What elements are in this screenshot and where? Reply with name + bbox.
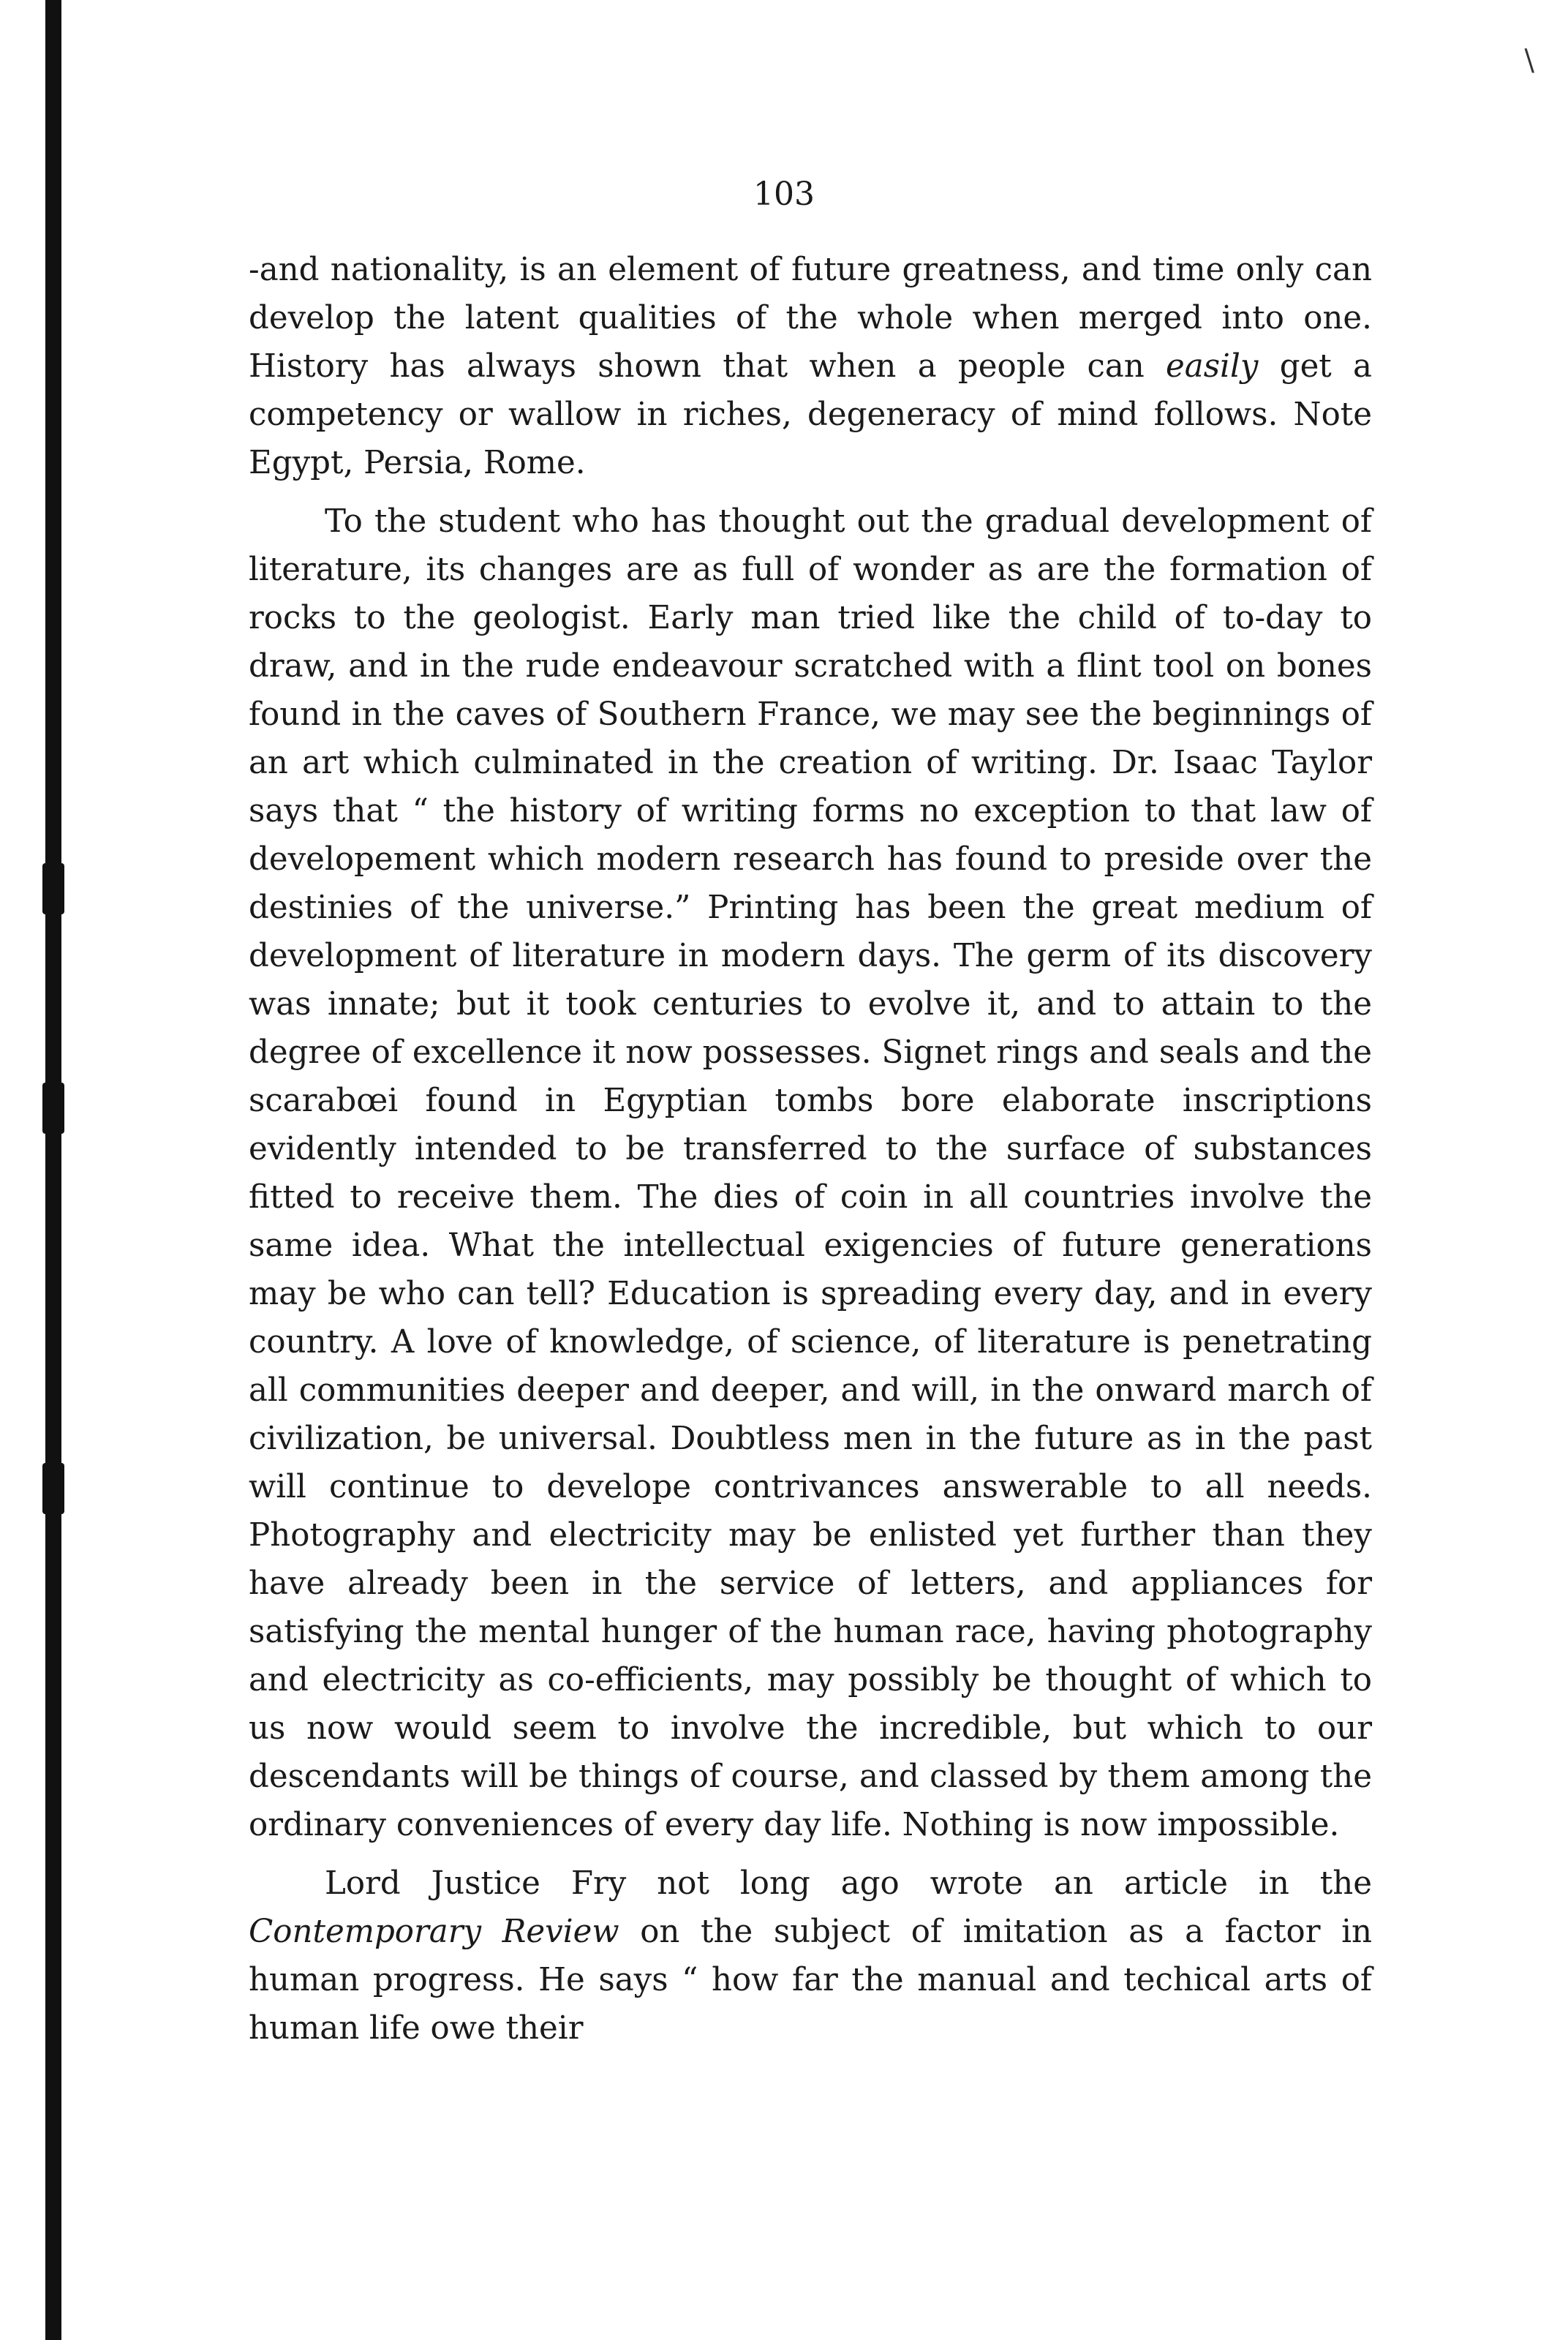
corner-mark: \ [1524, 44, 1534, 78]
text-segment: To the student who has thought out the gradual development of literature, its changes are as full of wonder as are the formation of rocks to the geologist. Early man tried like the child of to-day to draw, and in the rude endeavour scratched with a flint tool on bones found in the caves of Southern France, we may see the beginnings of an art which culminated in the creation of writing. Dr. Isaac Taylor says that “ the history of writing forms no exception to that law of developement which modern research has found to preside over the destinies of the universe.” Printing has been the great medium of development of literature in modern days. The germ of its discovery was innate; but it took centuries to evolve it, and to attain to the degree of excellence it now possesses. Signet rings and seals and the scarabœi found in Egyptian tombs bore elaborate inscriptions evidently intended to be transferred to the surface of substances fitted to receive them. The dies of coin in all countries involve the same idea. What the intellectual exigencies of future generations may be who can tell? Education is spreading every day, and in every country. A love of knowledge, of science, of literature is penetrating all communities deeper and deeper, and will, in the onward march of civilization, be universal. Doubtless men in the future as in the past will continue to develope contrivances answerable to all needs. Photography and electricity may be enlisted yet further than they have already been in the service of letters, and appliances for satisfying the mental hunger of the human race, having photography and electricity as co-efficients, may possibly be thought of which to us now would seem to involve the incredible, but which to our descendants will be things of course, and classed by them among the ordinary conveniences of every day life. Nothing is now impossible. [249, 503, 1372, 1843]
binding-notch [42, 1083, 64, 1134]
text-segment: -and nationality, is an element of future greatness, and time only can develop the latent qualities of the whole when merged into one. History has always shown that when a people can [249, 252, 1372, 385]
binding-notch [42, 1463, 64, 1514]
binding-edge [45, 0, 61, 2340]
text-segment: Lord Justice Fry not long ago wrote an article in the [325, 1865, 1372, 1902]
page-number: 103 [753, 176, 815, 213]
text-segment: on the subject of imitation as a factor in human progress. He says “ how far the manual and techical arts of human life owe their [249, 1914, 1372, 2047]
paragraph-1 [249, 246, 1372, 487]
body-text [249, 246, 1372, 2053]
paragraph-2 [249, 497, 1372, 1849]
text-segment-italic: easily [1166, 348, 1259, 385]
text-segment: get a competency or wallow in riches, degeneracy of mind follows. Note Egypt, Persia, Rome. [249, 348, 1372, 481]
binding-notch [42, 863, 64, 914]
text-segment-italic: Contemporary Review [249, 1914, 619, 1950]
paragraph-3 [249, 1859, 1372, 2053]
